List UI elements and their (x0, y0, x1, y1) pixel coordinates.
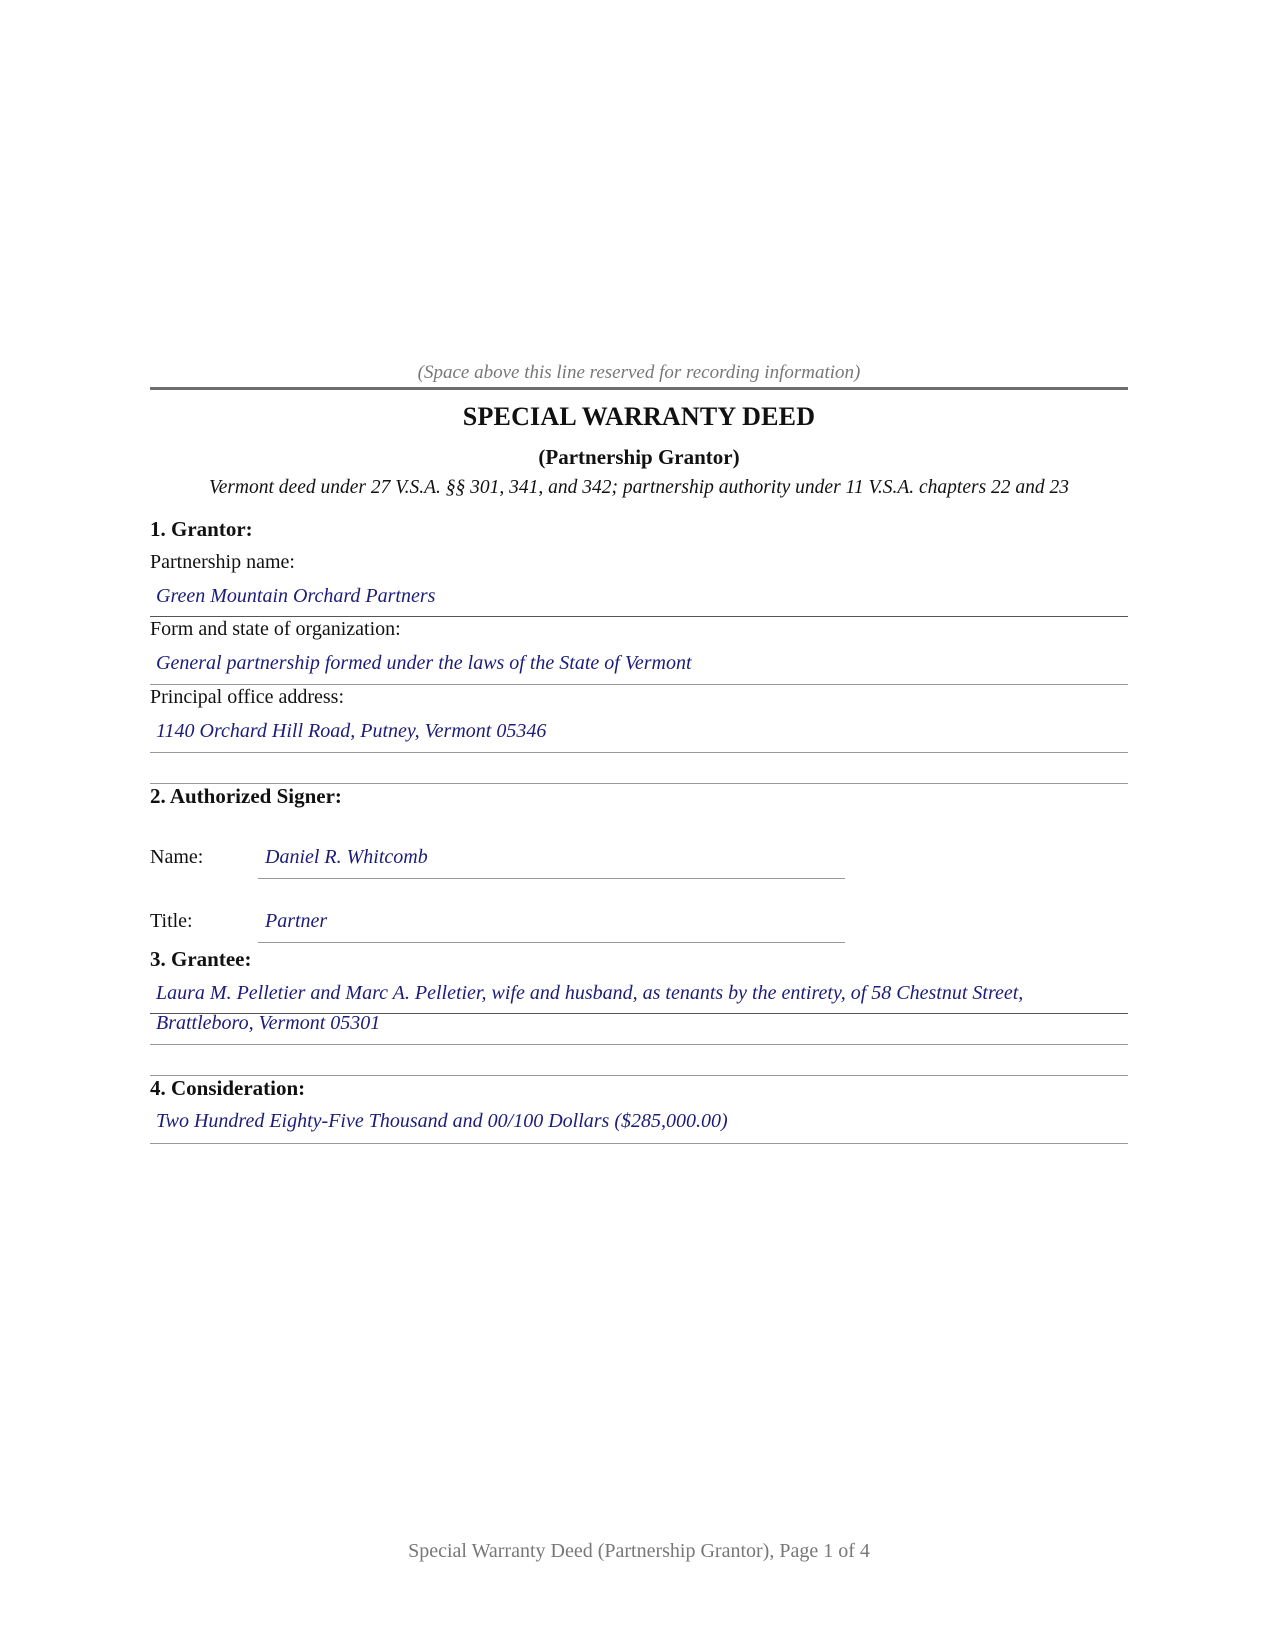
signer-title-underline (258, 942, 845, 943)
signer-name-label: Name: (150, 846, 204, 868)
recording-note: (Space above this line reserved for recording information) (417, 362, 861, 383)
partnership-name-label: Partnership name: (150, 551, 295, 573)
consideration-value[interactable]: Two Hundred Eighty-Five Thousand and 00/100 Dollars ($285,000.00) (156, 1110, 728, 1132)
grantee-heading: 3. Grantee: (150, 947, 252, 971)
form-of-organization-underline (150, 684, 1128, 685)
statutory-authority: Vermont deed under 27 V.S.A. §§ 301, 341, and 342; partnership authority under 11 V.S.A. chapters 22 and 23 (208, 477, 1070, 498)
grantee-line-2-underline (150, 1044, 1128, 1045)
partnership-name-underline (150, 616, 1128, 617)
document-title: SPECIAL WARRANTY DEED (462, 402, 816, 431)
signer-title-value[interactable]: Partner (265, 910, 328, 932)
signer-name-value[interactable]: Daniel R. Whitcomb (265, 846, 428, 868)
authorized-signer-heading: 2. Authorized Signer: (150, 784, 342, 808)
recording-divider (150, 387, 1128, 390)
form-of-organization-label: Form and state of organization: (150, 618, 401, 640)
grantee-line-1[interactable]: Laura M. Pelletier and Marc A. Pelletier, wife and husband, as tenants by the entirety, of 58 Chestnut Street, (156, 982, 1024, 1004)
principal-office-label: Principal office address: (150, 686, 345, 708)
grantee-line-2[interactable]: Brattleboro, Vermont 05301 (156, 1012, 381, 1034)
principal-office-value[interactable]: 1140 Orchard Hill Road, Putney, Vermont 05346 (156, 720, 547, 742)
signer-title-label: Title: (150, 910, 193, 932)
form-of-organization-value[interactable]: General partnership formed under the laws of the State of Vermont (156, 652, 692, 674)
partnership-name-value[interactable]: Green Mountain Orchard Partners (156, 585, 436, 607)
consideration-underline (150, 1143, 1128, 1144)
page-footer: Special Warranty Deed (Partnership Grantor), Page 1 of 4 (408, 1540, 870, 1562)
document-subtitle: (Partnership Grantor) (538, 445, 740, 469)
principal-office-underline (150, 752, 1128, 753)
signer-name-underline (258, 878, 845, 879)
consideration-heading: 4. Consideration: (150, 1076, 306, 1100)
grantor-heading: 1. Grantor: (150, 517, 253, 541)
